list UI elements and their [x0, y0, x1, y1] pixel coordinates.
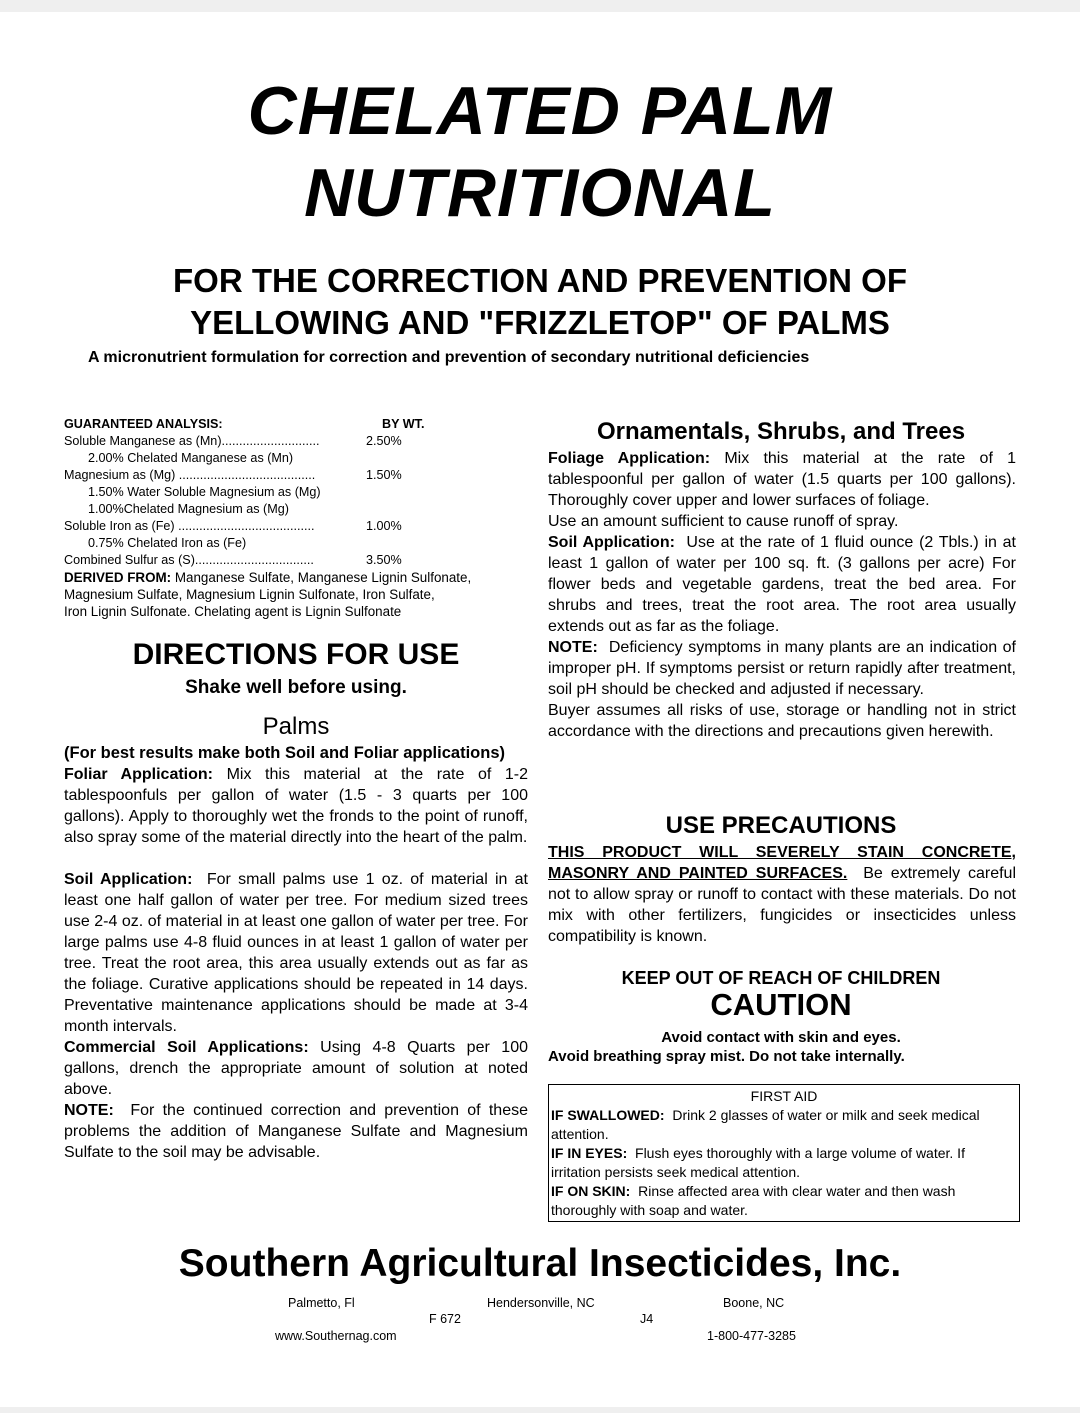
analysis-line: Combined Sulfur as (S).................................. 3.50%: [64, 553, 402, 567]
derived-from-line3: Iron Lignin Sulfonate. Chelating agent is Lignin Sulfonate: [64, 604, 402, 619]
ph-note: NOTE: Deficiency symptoms in many plants are an indication of improper pH. If symptoms persist or return rapidly after treatment, soil pH should be checked and adjusted if necessary.: [548, 639, 1017, 698]
precautions-heading: USE PRECAUTIONS: [665, 812, 897, 839]
avoid-contact: Avoid contact with skin and eyes.: [661, 1029, 901, 1046]
shake-well-note: Shake well before using.: [185, 677, 407, 698]
if-on-skin: IF ON SKIN: Rinse affected area with clear water and then wash thoroughly with soap and water.: [551, 1183, 956, 1218]
subtitle-line2: YELLOWING AND "FRIZZLETOP" OF PALMS: [190, 304, 890, 341]
caution-signal-word: CAUTION: [710, 987, 852, 1022]
palms-heading: Palms: [262, 713, 330, 740]
if-swallowed: IF SWALLOWED: Drink 2 glasses of water or milk and seek medical attention.: [551, 1107, 980, 1142]
ornamentals-soil-application: Soil Application: Use at the rate of 1 fluid ounce (2 Tbls.) in at least 1 gallon of water per 100 sq. ft. (3 gallons per acre) For flower beds and vegetable gardens, treat the bed area. For shrubs and trees, treat the root area. The root area usually extends out as far as the foliage.: [548, 534, 1016, 635]
first-aid-box: [548, 1084, 1020, 1222]
derived-from: DERIVED FROM: Manganese Sulfate, Manganese Lignin Sulfonate,: [64, 570, 472, 585]
tagline: A micronutrient formulation for correction and prevention of secondary nutritional deficiencies: [88, 349, 810, 366]
analysis-line: Soluble Iron as (Fe) ....................................... 1.00%: [64, 519, 402, 533]
analysis-line: 0.75% Chelated Iron as (Fe): [88, 536, 247, 550]
if-in-eyes: IF IN EYES: Flush eyes thoroughly with a large volume of water. If irritation persists seek medical attention.: [551, 1145, 965, 1180]
avoid-breathing: Avoid breathing spray mist. Do not take internally.: [548, 1048, 905, 1065]
analysis-line: Magnesium as (Mg) ....................................... 1.50%: [64, 468, 402, 482]
product-code-f: F 672: [429, 1312, 461, 1326]
location-hendersonville: Hendersonville, NC: [487, 1296, 595, 1310]
precautions-text: THIS PRODUCT WILL SEVERELY STAIN CONCRETE, MASONRY AND PAINTED SURFACES. Be extremely careful not to allow spray or runoff to contact with these materials. Do not mix with other fertilizers, fungicides or insecticides unless compatibility is known.: [548, 844, 1017, 945]
product-code-j: J4: [640, 1312, 654, 1326]
label-page: [0, 12, 1080, 1407]
analysis-line: 1.00%Chelated Magnesium as (Mg): [88, 502, 289, 516]
palms-note: (For best results make both Soil and Foliar applications): [64, 744, 505, 762]
location-palmetto: Palmetto, Fl: [288, 1296, 355, 1310]
directions-heading: DIRECTIONS FOR USE: [132, 638, 460, 671]
by-weight-header: BY WT.: [382, 417, 425, 431]
commercial-soil-application: Commercial Soil Applications: Using 4-8 Quarts per 100 gallons, drench the appropriate amount of solution at noted above.: [64, 1039, 528, 1098]
product-title-line1: CHELATED PALM: [247, 73, 833, 149]
runoff-note: Use an amount sufficient to cause runoff of spray.: [548, 513, 899, 530]
analysis-line: 1.50% Water Soluble Magnesium as (Mg): [88, 485, 321, 499]
stain-warning: THIS PRODUCT WILL SEVERELY STAIN CONCRETE, MASONRY AND PAINTED SURFACES.: [548, 844, 1016, 882]
location-boone: Boone, NC: [723, 1296, 785, 1310]
guaranteed-analysis: [64, 416, 504, 620]
subtitle-line1: FOR THE CORRECTION AND PREVENTION OF: [173, 262, 907, 299]
first-aid-title: FIRST AID: [750, 1088, 818, 1104]
keep-out-of-reach: KEEP OUT OF REACH OF CHILDREN: [621, 968, 941, 988]
buyer-assumes-risk: Buyer assumes all risks of use, storage or handling not in strict accordance with the directions and precautions given herewith.: [548, 702, 1016, 740]
product-title-line2: NUTRITIONAL: [304, 155, 776, 231]
analysis-line: Soluble Manganese as (Mn)............................ 2.50%: [64, 434, 402, 448]
foliage-application: Foliage Application: Mix this material at the rate of 1 tablespoonful per gallon of water (1.5 quarts per 100 gallons). Thoroughly cover upper and lower surfaces of foliage.: [548, 450, 1017, 509]
ornamentals-heading: Ornamentals, Shrubs, and Trees: [596, 418, 966, 445]
derived-from-line2: Magnesium Sulfate, Magnesium Lignin Sulfonate, Iron Sulfate,: [64, 587, 435, 602]
analysis-header: GUARANTEED ANALYSIS:: [64, 417, 223, 431]
analysis-line: 2.00% Chelated Manganese as (Mn): [88, 451, 294, 465]
palms-foliar-application: Foliar Application: Mix this material at the rate of 1-2 tablespoonfuls per gallon of water (1.5 - 3 quarts per 100 gallons). Apply to thoroughly wet the fronds to the point of runoff, also spray some of the material directly into the heart of the palm.: [64, 766, 528, 846]
palms-section: [64, 743, 528, 1163]
ornamentals-section: [548, 448, 1016, 742]
company-website: www.Southernag.com: [275, 1329, 397, 1343]
palms-soil-application: Soil Application: For small palms use 1 oz. of material in at least one half gallon of water per tree. For medium sized trees use 2-4 oz. of material in at least one gallon of water per tree. For large palms use 4-8 fluid ounces in at least 1 gallon of water per tree. Treat the root area, this area usually extends out as far as the foliage. Curative applications should be repeated in 14 days. Preventative maintenance applications should be made at 3-4 month intervals.: [64, 871, 528, 1035]
company-name: Southern Agricultural Insecticides, Inc.: [178, 1242, 902, 1285]
palms-note-advisory: NOTE: For the continued correction and prevention of these problems the addition of Manganese Sulfate and Magnesium Sulfate to the soil may be advisable.: [64, 1102, 528, 1161]
company-phone: 1-800-477-3285: [707, 1329, 796, 1343]
